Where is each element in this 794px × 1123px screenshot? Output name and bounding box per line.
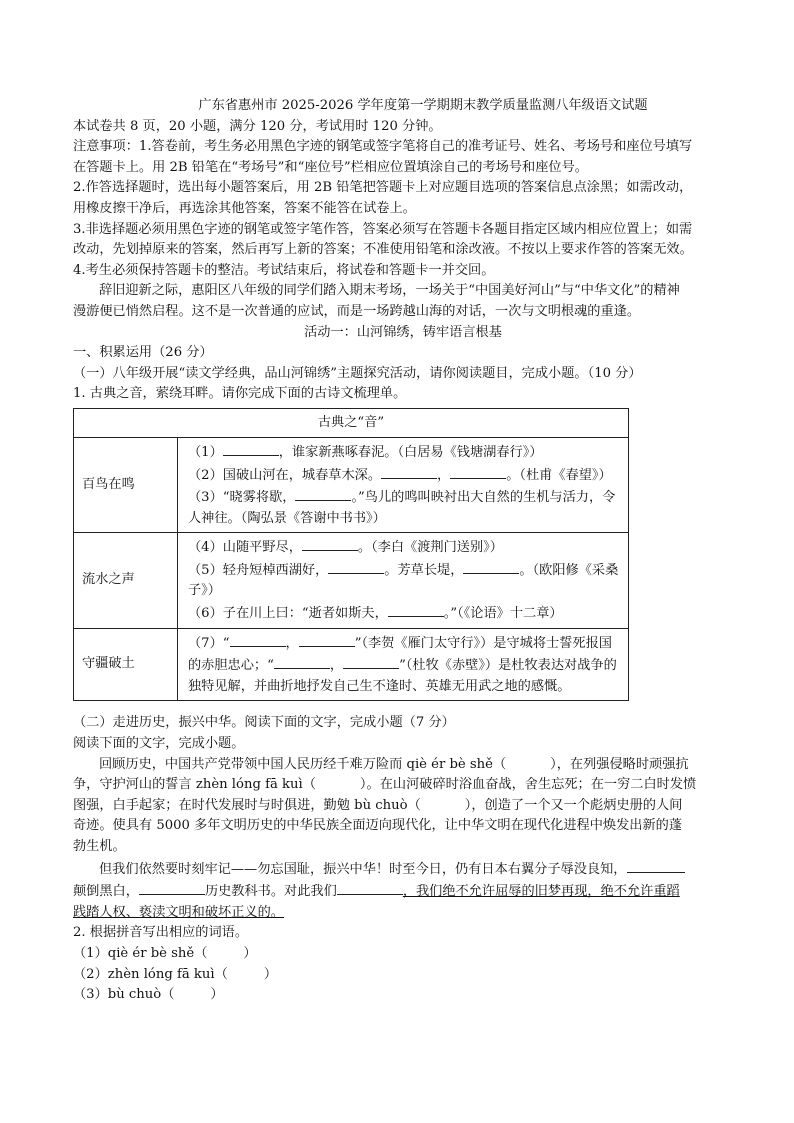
note-line: 注意事项：1.答卷前，考生务必用黑色字迹的钢笔或签字笔将自己的准考证号、姓名、考场号和座位号填写 — [73, 139, 693, 155]
passage-line — [73, 796, 733, 817]
row-category: 守疆破土 — [74, 628, 178, 701]
question-2: 2. 根据拼音写出相应的词语。 — [73, 925, 249, 941]
row-category: 流水之声 — [74, 533, 178, 628]
q2-item — [73, 985, 733, 1006]
item-text: （7）“ — [188, 635, 230, 651]
row-content — [178, 628, 629, 701]
item-text: ， — [437, 467, 451, 483]
poem-table — [73, 408, 629, 702]
answer-blank[interactable] — [388, 602, 444, 617]
exam-title: 广东省惠州市 2025-2026 学年度第一学期期末教学质量监测八年级语文试题 — [198, 98, 648, 113]
subsection-heading: （二）走进历史，振兴中华。阅读下面的文字，完成小题（7 分） — [73, 715, 455, 731]
close-paren: ） — [243, 945, 257, 961]
poem-item — [188, 632, 620, 698]
passage-text: ），在列强侵略时顽强抗 — [550, 756, 689, 772]
item-text: （5）轻舟短棹西湖好， — [188, 562, 329, 578]
item-text: ， — [329, 658, 344, 674]
activity-title: 活动一：山河锦绣，铸牢语言根基 — [304, 324, 502, 340]
row-content — [178, 533, 629, 628]
q2-item-text: （1）qiè ér bè shě（ — [73, 945, 208, 961]
poem-item — [188, 441, 620, 464]
opening-line: 漫游便已悄然启程。这不是一次普通的应试，而是一场跨越山海的对话，一次与文明根魂的重逢。 — [73, 303, 641, 319]
answer-blank[interactable] — [302, 536, 358, 551]
underlined-text: 践踏人权、亵渎文明和破坏正义的。 — [73, 904, 284, 920]
item-text: ， — [285, 635, 299, 651]
opening-line: 辞旧迎新之际，惠阳区八年级的同学们踏入期末考场，一场关于“中国美好河山”与“中华文化”的精神 — [99, 283, 680, 299]
item-text: 。”鸟儿的鸣叫映衬出大自然的生机与活力，令人神往。（陶弘景《答谢中书书》） — [188, 490, 616, 526]
note-line: 2.作答选择题时，选出每小题答案后，用 2B 铅笔把答题卡上对应题目选项的答案信息点涂黑；如需改动， — [73, 180, 693, 196]
close-paren: ） — [263, 966, 277, 982]
q2-item — [73, 965, 733, 986]
item-text: ”（杜牧《赤壁》）是杜牧表达对战争的独特见解，并曲折地抒发自己生不逢时、英雄无用武之地的感慨。 — [188, 658, 617, 694]
passage-line — [73, 858, 733, 881]
row-content — [178, 437, 629, 532]
passage-text: 颠倒黑白， — [73, 884, 139, 900]
poem-item — [188, 464, 620, 487]
passage-line: 奇迹。使具有 5000 多年文明历史的中华民族全面迈向现代化，让中华文明在现代化进程中焕发出新的蓬 — [73, 818, 683, 834]
note-line: 用橡皮擦干净后，再选涂其他答案，答案不能答在试卷上。 — [73, 200, 416, 216]
answer-blank[interactable] — [139, 880, 205, 895]
opening-paragraph — [73, 281, 733, 322]
passage-line — [73, 880, 733, 903]
answer-blank[interactable] — [627, 858, 685, 873]
table-row — [74, 628, 629, 701]
reading-passage — [73, 755, 733, 924]
poem-item — [188, 602, 620, 625]
answer-blank[interactable] — [230, 632, 286, 647]
item-text: 。（杜甫《春望》） — [506, 467, 612, 483]
passage-line: 勃生机。 — [73, 839, 126, 854]
table-row — [74, 533, 629, 628]
answer-blank[interactable] — [463, 559, 519, 574]
item-text: 。（欧阳修《采桑子》） — [188, 562, 619, 599]
passage-line — [73, 775, 733, 796]
passage-text: 回顾历史，中国共产党带领中国人民历经千难万险而 qiè ér bè shě（ — [99, 756, 507, 772]
row-category: 百鸟在鸣 — [74, 437, 178, 532]
table-row — [74, 437, 629, 532]
passage-text: 但我们依然要时刻牢记——勿忘国耻，振兴中华！时至今日，仍有日本右翼分子辱没良知， — [99, 861, 627, 877]
item-text: 。”（《论语》十二章） — [443, 606, 563, 622]
note-line: 3.非选择题必须用黑色字迹的钢笔或签字笔作答，答案必须写在答题卡各题目指定区域内相应位置上；如需 — [73, 221, 693, 237]
item-text: （1） — [188, 444, 223, 460]
table-header: 古典之“音” — [74, 408, 629, 437]
subsection-heading: （一）八年级开展“读文学经典，品山河锦绣”主题探究活动，请你阅读题目，完成小题。（10 分） — [73, 365, 642, 381]
item-text: （2）国破山河在，城春草木深。 — [188, 467, 382, 483]
item-text: ”（李贺《雁门太守行》）是守城将士誓死报国的赤胆忠心；“ — [188, 635, 612, 674]
exam-intro: 本试卷共 8 页，20 小题，满分 120 分，考试用时 120 分钟。 — [73, 118, 442, 134]
exam-page — [73, 96, 733, 1006]
q2-item-text: （2）zhèn lóng fā kuì（ — [73, 966, 228, 982]
underlined-text: ，我们绝不允许屈辱的旧梦再现，绝不允许重蹈 — [402, 884, 680, 900]
q2-item-text: （3）bù chuò（ — [73, 987, 175, 1003]
item-text: ，谁家新燕啄春泥。（白居易《钱塘湖春行》） — [278, 444, 543, 460]
answer-blank[interactable] — [295, 486, 351, 501]
exam-notes — [73, 137, 733, 281]
answer-blank[interactable] — [299, 632, 355, 647]
passage-line — [73, 755, 733, 776]
answer-blank[interactable] — [450, 464, 506, 479]
passage-text: 历史教科书。对此我们 — [204, 884, 337, 900]
note-line: 4.考生必须保持答题卡的整洁。考试结束后，将试卷和答题卡一并交回。 — [73, 262, 495, 278]
passage-line — [73, 903, 733, 924]
q2-item — [73, 944, 733, 965]
answer-blank[interactable] — [328, 559, 384, 574]
answer-blank[interactable] — [381, 464, 437, 479]
item-text: 。（李白《渡荆门送别》） — [357, 540, 503, 556]
item-text: 。芳草长堤， — [384, 562, 464, 578]
answer-blank[interactable] — [343, 654, 399, 669]
passage-text: 图强，白手起家；在时代发展时与时俱进，勤勉 bù chuò（ — [73, 797, 421, 813]
item-text: （6）子在川上曰：“逝者如斯夫， — [188, 606, 388, 622]
poem-item — [188, 486, 620, 529]
answer-blank[interactable] — [337, 880, 403, 895]
note-line: 改动，先划掉原来的答案，然后再写上新的答案；不准使用铅笔和涂改液。不按以上要求作答的答案无效。 — [73, 242, 693, 258]
answer-blank[interactable] — [223, 441, 279, 456]
item-text: （3）“晓雾将歇， — [188, 490, 296, 506]
poem-item — [188, 536, 620, 559]
reading-instruction: 阅读下面的文字，完成小题。 — [73, 736, 245, 752]
note-line: 在答题卡上。用 2B 铅笔在“考场号”和“座位号”栏相应位置填涂自己的考场号和座位号。 — [73, 159, 588, 175]
passage-text: ），创造了一个又一个彪炳史册的人间 — [464, 797, 683, 813]
poem-item — [188, 559, 620, 602]
passage-text: ）。在山河破碎时浴血奋战，舍生忘死；在一穷二白时发愤 — [359, 777, 697, 793]
item-text: （4）山随平野尽， — [188, 540, 302, 556]
section-heading: 一、积累运用（26 分） — [73, 345, 213, 361]
answer-blank[interactable] — [274, 654, 330, 669]
close-paren: ） — [210, 987, 224, 1003]
question-1: 1. 古典之音，萦绕耳畔。请你完成下面的古诗文梳理单。 — [73, 386, 407, 402]
passage-text: 争，守护河山的誓言 zhèn lóng fā kuì（ — [73, 777, 316, 793]
